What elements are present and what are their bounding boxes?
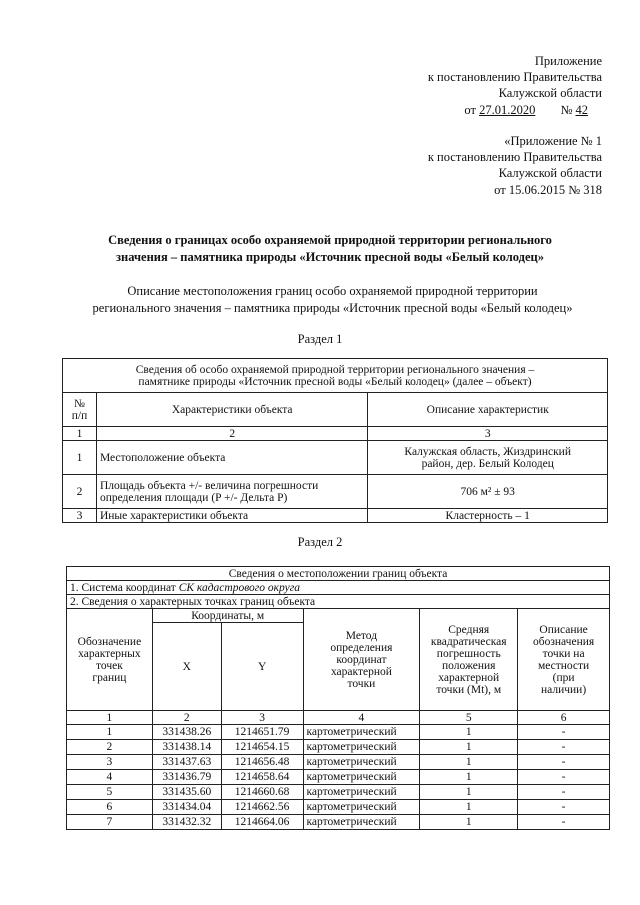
header-line: характерных xyxy=(78,647,141,660)
table-row xyxy=(67,770,610,785)
point-number: 2 xyxy=(67,740,153,755)
point-x: 331437.63 xyxy=(152,755,221,770)
section2-caption-row xyxy=(67,567,610,581)
coordinate-system-label: 1. Система координат xyxy=(70,581,179,594)
row-number: 2 xyxy=(63,475,97,509)
col-num-line2: п/п xyxy=(71,409,88,422)
title-line2: значения – памятника природы «Источник пресной воды «Белый колодец» xyxy=(116,250,544,264)
col-marking-header xyxy=(518,609,610,711)
point-method: картометрический xyxy=(303,785,420,800)
point-method: картометрический xyxy=(303,815,420,830)
point-number: 4 xyxy=(67,770,153,785)
header-line: точек xyxy=(96,659,123,672)
header-line: погрешность xyxy=(436,647,501,660)
point-x: 331436.79 xyxy=(152,770,221,785)
point-method: картометрический xyxy=(303,800,420,815)
row-characteristic: Иные характеристики объекта xyxy=(96,509,367,523)
point-number: 3 xyxy=(67,755,153,770)
header-line: квадратическая xyxy=(430,635,507,648)
header-line: (при xyxy=(552,671,575,684)
section1-header-row xyxy=(63,393,608,427)
appendix-date-line xyxy=(428,102,602,118)
header-line: точки xyxy=(347,677,376,690)
index-cell: 3 xyxy=(221,711,303,725)
points-caption: 2. Сведения о характерных точках границ объекта xyxy=(67,595,610,609)
point-number: 6 xyxy=(67,800,153,815)
point-error: 1 xyxy=(420,725,518,740)
point-method: картометрический xyxy=(303,770,420,785)
appendix-line3: Калужской области xyxy=(498,86,602,101)
point-x: 331434.04 xyxy=(152,800,221,815)
point-y: 1214654.15 xyxy=(221,740,303,755)
point-marking: - xyxy=(518,815,610,830)
index-cell: 4 xyxy=(303,711,420,725)
section1-table xyxy=(62,358,608,523)
prev-appendix-header xyxy=(428,133,602,198)
point-method: картометрический xyxy=(303,740,420,755)
title-line1: Сведения о границах особо охраняемой природной территории регионального xyxy=(108,233,552,247)
table-row xyxy=(67,800,610,815)
appendix-line2: к постановлению Правительства xyxy=(427,70,602,85)
point-y: 1214662.56 xyxy=(221,800,303,815)
table-row xyxy=(63,509,608,523)
point-error: 1 xyxy=(420,815,518,830)
number-prefix: № xyxy=(560,102,573,117)
document-title xyxy=(40,232,620,266)
point-y: 1214658.64 xyxy=(221,770,303,785)
appendix-number: 42 xyxy=(575,102,588,117)
row-characteristic-line1: Площадь объекта +/- величина погрешности xyxy=(99,479,319,492)
point-error: 1 xyxy=(420,770,518,785)
point-y: 1214660.68 xyxy=(221,785,303,800)
header-line: Метод xyxy=(345,629,378,642)
header-line: положения xyxy=(442,659,496,672)
point-marking: - xyxy=(518,725,610,740)
point-y: 1214651.79 xyxy=(221,725,303,740)
row-description xyxy=(368,441,608,475)
section1-caption-row xyxy=(63,359,608,393)
prev-appendix-line4: от 15.06.2015 № 318 xyxy=(494,182,602,197)
section1-index-row xyxy=(63,427,608,441)
point-x: 331438.26 xyxy=(152,725,221,740)
row-description-line2: район, дер. Белый Колодец xyxy=(421,457,554,470)
table-row xyxy=(67,725,610,740)
point-marking: - xyxy=(518,755,610,770)
header-line: характерной xyxy=(330,665,392,678)
appendix-header xyxy=(428,53,602,118)
appendix-line1: Приложение xyxy=(534,54,602,68)
point-method: картометрический xyxy=(303,725,420,740)
index-cell: 2 xyxy=(96,427,367,441)
point-error: 1 xyxy=(420,800,518,815)
date-prefix: от xyxy=(464,102,476,117)
table-row xyxy=(63,441,608,475)
coordinate-system xyxy=(67,581,610,595)
point-marking: - xyxy=(518,800,610,815)
header-line: координат xyxy=(336,653,387,666)
row-characteristic xyxy=(96,475,367,509)
table-row xyxy=(67,815,610,830)
document-description xyxy=(40,283,625,317)
table-row xyxy=(67,755,610,770)
header-line: обозначения xyxy=(532,635,595,648)
row-characteristic-line2: определения площади (P +/- Дельта P) xyxy=(99,491,288,504)
point-marking: - xyxy=(518,785,610,800)
row-characteristic: Местоположение объекта xyxy=(96,441,367,475)
table-row xyxy=(63,475,608,509)
point-number: 1 xyxy=(67,725,153,740)
header-line: Обозначение xyxy=(77,635,142,648)
point-error: 1 xyxy=(420,785,518,800)
header-line: местности xyxy=(537,659,590,672)
section2-heading: Раздел 2 xyxy=(297,535,343,549)
col-char-header: Характеристики объекта xyxy=(96,393,367,427)
coordinate-system-value: СК кадастрового округа xyxy=(178,581,300,594)
col-desc-header: Описание характеристик xyxy=(368,393,608,427)
index-cell: 1 xyxy=(67,711,153,725)
section1-caption xyxy=(63,359,608,393)
description-line2: регионального значения – памятника природы «Источник пресной воды «Белый колодец» xyxy=(92,301,573,315)
section2-system-row xyxy=(67,581,610,595)
table-row xyxy=(67,785,610,800)
point-x: 331435.60 xyxy=(152,785,221,800)
section2-header-row xyxy=(67,609,610,623)
point-x: 331432.32 xyxy=(152,815,221,830)
header-line: точки на xyxy=(542,647,585,660)
col-error-header xyxy=(420,609,518,711)
col-y-header: Y xyxy=(221,623,303,711)
header-line: наличии) xyxy=(540,683,587,696)
point-x: 331438.14 xyxy=(152,740,221,755)
point-method: картометрический xyxy=(303,755,420,770)
col-coords-header: Координаты, м xyxy=(152,609,303,623)
point-y: 1214664.06 xyxy=(221,815,303,830)
description-line1: Описание местоположения границ особо охраняемой природной территории xyxy=(127,284,538,298)
header-line: Средняя xyxy=(448,623,490,636)
section2-index-row xyxy=(67,711,610,725)
index-cell: 6 xyxy=(518,711,610,725)
index-cell: 3 xyxy=(368,427,608,441)
point-marking: - xyxy=(518,770,610,785)
point-error: 1 xyxy=(420,740,518,755)
row-description: Кластерность – 1 xyxy=(368,509,608,523)
row-description: 706 м² ± 93 xyxy=(368,475,608,509)
col-num-header xyxy=(63,393,97,427)
header-line: характерной xyxy=(438,671,500,684)
prev-appendix-line3: Калужской области xyxy=(498,166,602,181)
col-num-line1: № xyxy=(73,397,85,410)
point-number: 5 xyxy=(67,785,153,800)
row-number: 1 xyxy=(63,441,97,475)
section1-caption-line1: Сведения об особо охраняемой природной территории регионального значения – xyxy=(135,363,535,376)
section1-heading: Раздел 1 xyxy=(297,332,343,346)
point-y: 1214656.48 xyxy=(221,755,303,770)
header-line: Описание xyxy=(539,623,588,636)
section2-table xyxy=(66,566,610,830)
header-line: определения xyxy=(330,641,393,654)
appendix-date: 27.01.2020 xyxy=(479,102,536,117)
section2-caption: Сведения о местоположении границ объекта xyxy=(67,567,610,581)
header-line: точки (Mt), м xyxy=(436,683,502,696)
section2-points-caption-row xyxy=(67,595,610,609)
col-x-header: X xyxy=(152,623,221,711)
section1-caption-line2: памятнике природы «Источник пресной воды «Белый колодец» (далее – объект) xyxy=(138,375,532,388)
prev-appendix-line2: к постановлению Правительства xyxy=(427,150,602,165)
table-row xyxy=(67,740,610,755)
row-number: 3 xyxy=(63,509,97,523)
point-error: 1 xyxy=(420,755,518,770)
index-cell: 5 xyxy=(420,711,518,725)
point-marking: - xyxy=(518,740,610,755)
point-number: 7 xyxy=(67,815,153,830)
prev-appendix-line1: «Приложение № 1 xyxy=(504,134,602,148)
row-description-line1: Калужская область, Жиздринский xyxy=(404,445,571,458)
header-line: границ xyxy=(92,671,127,684)
col-designation-header xyxy=(67,609,153,711)
index-cell: 2 xyxy=(152,711,221,725)
col-method-header xyxy=(303,609,420,711)
index-cell: 1 xyxy=(63,427,97,441)
